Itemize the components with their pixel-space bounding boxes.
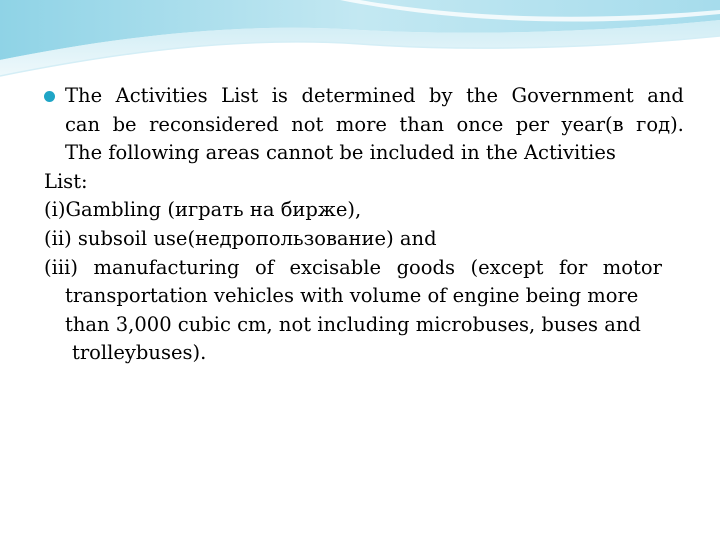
paragraph-line-2 <box>44 111 684 140</box>
header-wave-decoration <box>0 0 720 90</box>
list-item-manufacturing-line-4: trolleybuses). <box>72 341 207 365</box>
list-item-manufacturing-line-2: transportation vehicles with volume of engine being more <box>65 284 639 308</box>
paragraph-line-2-word: per <box>515 112 550 136</box>
paragraph-line-2-word: год). <box>636 112 684 136</box>
paragraph-line-2-word: be <box>112 112 137 136</box>
list-item-manufacturing-line-1-word: goods <box>396 255 456 279</box>
paragraph-line-1-words <box>65 82 684 111</box>
bullet-paragraph-line-1 <box>44 82 684 111</box>
list-item-gambling: (i)Gambling (играть на бирже), <box>44 198 362 222</box>
paragraph-line-2-word: not <box>291 112 324 136</box>
paragraph-line-1-word: List <box>221 84 259 107</box>
paragraph-line-2-word: year(в <box>561 112 624 136</box>
list-item-manufacturing-line-1-word: for <box>558 255 588 279</box>
paragraph-line-1-word: is <box>271 84 288 107</box>
paragraph-line-1-word: Activities <box>115 84 208 107</box>
paragraph-line-3: The following areas cannot be included in the Activities <box>65 141 616 165</box>
list-item-manufacturing-line-1-word: motor <box>602 255 662 279</box>
paragraph-line-2-word: more <box>335 112 387 136</box>
list-item-manufacturing-line-1-word: excisable <box>289 255 382 279</box>
paragraph-line-1-word: the <box>466 84 498 107</box>
paragraph-line-2-word: can <box>65 112 101 136</box>
paragraph-line-2-word: reconsidered <box>149 112 279 136</box>
list-item-manufacturing-line-1-word: (except <box>470 255 544 279</box>
list-item-manufacturing-line-1 <box>44 254 662 283</box>
paragraph-line-2-word: than <box>399 112 445 136</box>
list-item-manufacturing-line-1-word: manufacturing <box>93 255 240 279</box>
paragraph-line-1-word: by <box>429 84 453 107</box>
list-item-subsoil-use: (ii) subsoil use(недропользование) and <box>44 226 437 250</box>
paragraph-line-1-word: and <box>647 84 684 107</box>
paragraph-line-2-word: once <box>456 112 504 136</box>
list-item-manufacturing-line-1-word: of <box>254 255 274 279</box>
list-item-manufacturing-line-3: than 3,000 cubic cm, not including microbuses, buses and <box>65 312 641 336</box>
list-item-manufacturing-line-1-word: (iii) <box>44 255 78 279</box>
bullet-icon <box>44 91 55 102</box>
paragraph-line-1-word: Government <box>511 84 634 107</box>
paragraph-line-1-word: The <box>65 84 103 107</box>
slide-body <box>44 82 684 368</box>
paragraph-line-4: List: <box>44 169 88 193</box>
paragraph-line-1-word: determined <box>301 84 416 107</box>
